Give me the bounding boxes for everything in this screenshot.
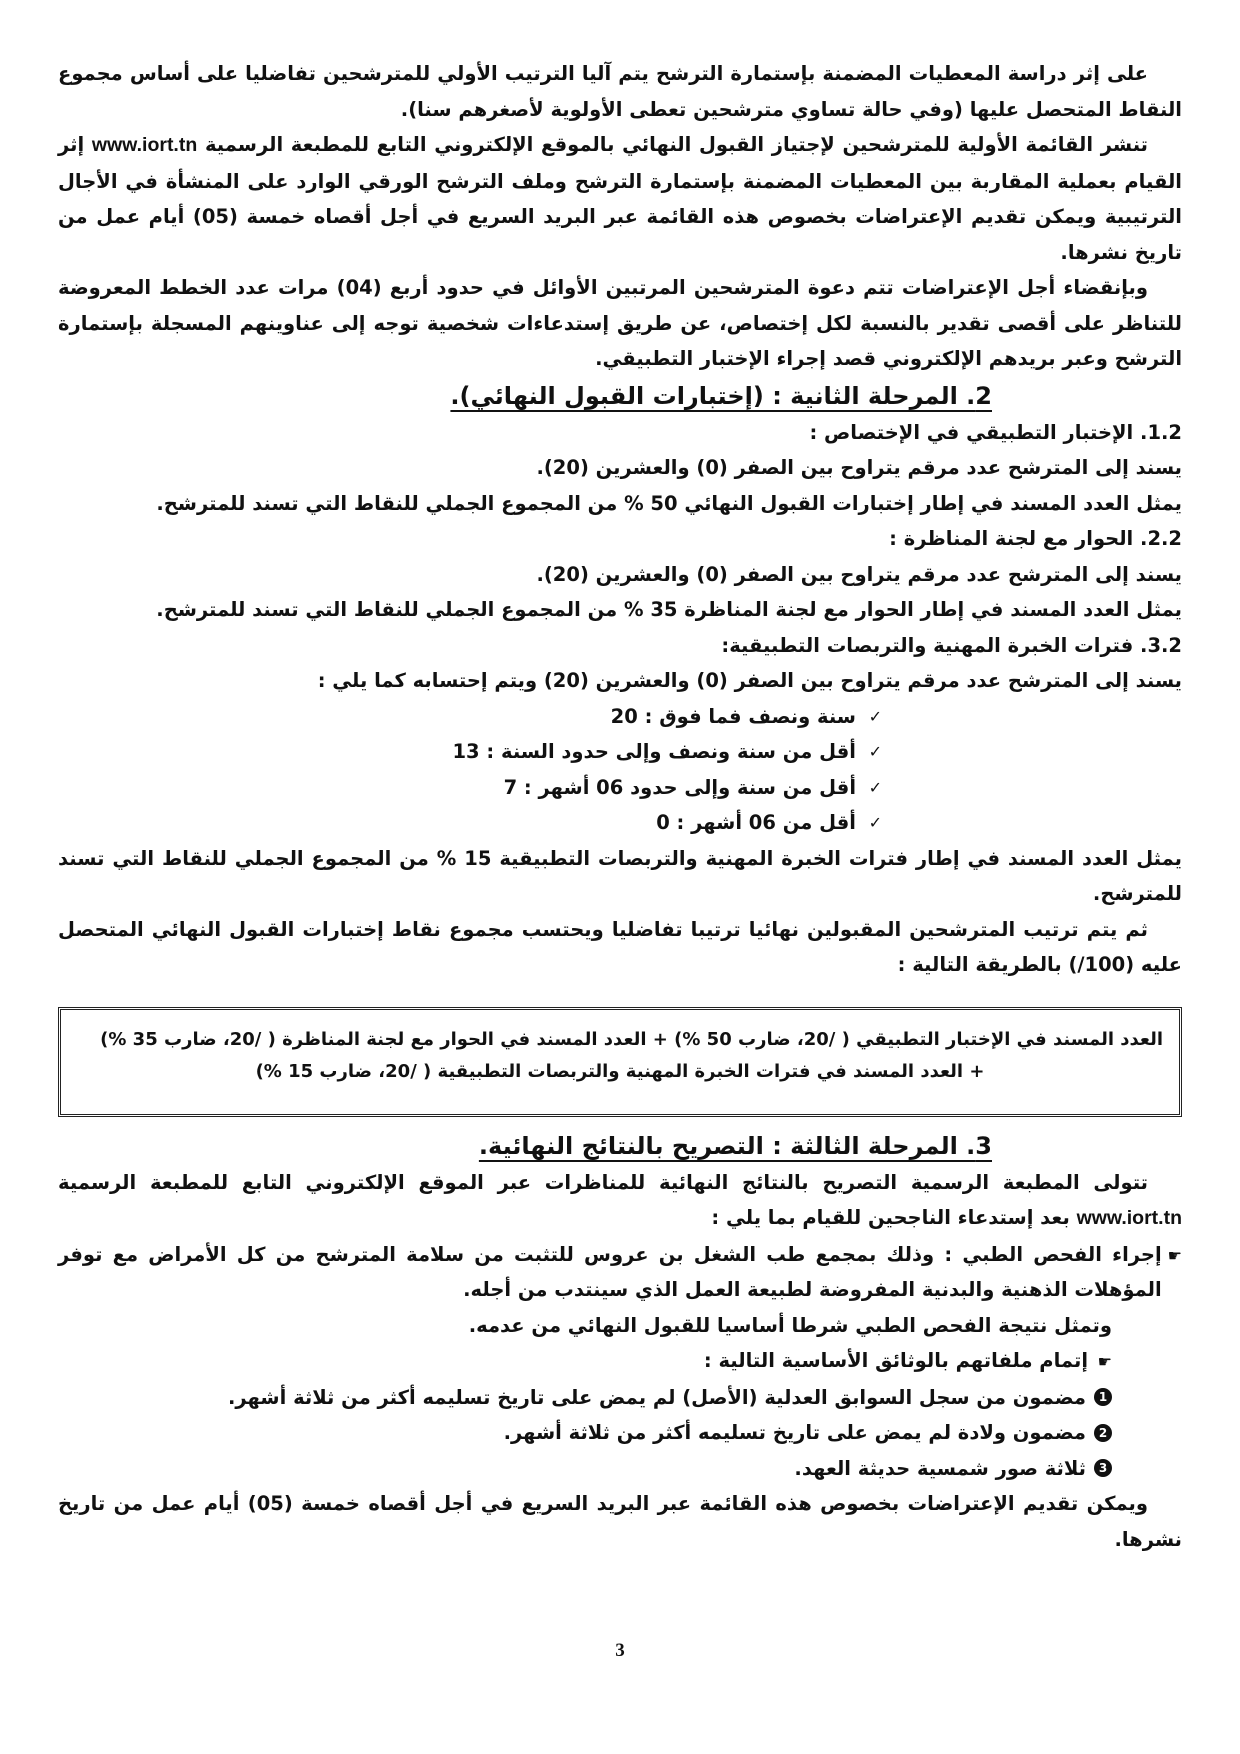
list-item-label: مضمون ولادة لم يمض على تاريخ تسليمه أكثر من ثلاثة أشهر. — [503, 1421, 1086, 1444]
list-item-label: سنة ونصف فما فوق : 20 — [610, 704, 856, 728]
experience-scale-list — [58, 699, 1182, 841]
subsection-2-2-weight: يمثل العدد المسند في إطار الحوار مع لجنة المناظرة 35 % من المجموع الجملي للنقاط التي تسند للمترشح. — [156, 598, 1182, 621]
list-item — [58, 1415, 1112, 1451]
required-documents-list — [58, 1380, 1182, 1487]
documents-item-text: إتمام ملفاتهم بالوثائق الأساسية التالية : — [703, 1349, 1088, 1372]
subsection-2-2-score: يسند إلى المترشح عدد مرقم يتراوح بين الصفر (0) والعشرين (20). — [536, 562, 1182, 586]
checkmark-icon: ✓ — [868, 777, 882, 797]
page-number: 3 — [615, 1640, 625, 1661]
list-item — [58, 805, 882, 841]
paragraph-initial-list — [58, 127, 1182, 270]
list-item — [58, 1380, 1112, 1416]
list-item — [58, 699, 882, 735]
subsection-2-2-title: 2.2. الحوار مع لجنة المناظرة : — [889, 527, 1182, 550]
list-item — [58, 770, 882, 806]
documents-item — [58, 1343, 1182, 1380]
paragraph-final-ranking: ثم يتم ترتيب المترشحين المقبولين نهائيا ترتيبا تفاضليا ويحتسب مجموع نقاط إختبارات القبول النهائي المتحصل عليه (100/) بالطريقة التالية : — [58, 917, 1182, 976]
list-item-label: مضمون من سجل السوابق العدلية (الأصل) لم يمض على تاريخ تسليمه أكثر من ثلاثة أشهر. — [228, 1385, 1086, 1409]
list-item — [58, 734, 882, 770]
pointer-icon: ☛ — [1097, 1352, 1112, 1371]
list-item-label: أقل من سنة وإلى حدود 06 أشهر : 7 — [503, 775, 856, 799]
list-item-label: أقل من 06 أشهر : 0 — [656, 811, 856, 834]
pointer-icon: ☛ — [1167, 1245, 1182, 1265]
subsection-2-3-title: 3.2. فترات الخبرة المهنية والتربصات التطبيقية: — [721, 633, 1182, 657]
website-link[interactable]: www.iort.tn — [91, 134, 198, 156]
number-three-icon: 3 — [1094, 1459, 1112, 1477]
paragraph-initial-list-text-b: إثر القيام بعملية المقاربة بين المعطيات المضمنة بإستمارة الترشح وملف الترشح الورقي الوارد على المنشأة في الأجال الترتيبية ويمكن تقديم الإعتراضات بخصوص هذه القائمة عبر البريد السريع في أجل أقصاه خمسة (05) أيام عمل من تاريخ نشرها. — [58, 133, 1182, 264]
paragraph-objections: ويمكن تقديم الإعتراضات بخصوص هذه القائمة عبر البريد السريع في أجل أقصاه خمسة (05) أيام عمل من تاريخ نشرها. — [58, 1492, 1182, 1551]
subsection-2-3-score: يسند إلى المترشح عدد مرقم يتراوح بين الصفر (0) والعشرين (20) ويتم إحتسابه كما يلي : — [317, 669, 1182, 692]
medical-exam-text: إجراء الفحص الطبي : وذلك بمجمع طب الشغل بن عروس للتثبت من سلامة المترشح من كل الأمراض مع توفر المؤهلات الذهنية والبدنية المفروضة لطبيعة العمل الذي سينتدب من أجله. — [58, 1242, 1162, 1301]
list-item-label: أقل من سنة ونصف وإلى حدود السنة : 13 — [452, 740, 856, 763]
paragraph-results-text-b: بعد إستدعاء الناجحين للقيام بما يلي : — [711, 1206, 1070, 1229]
subsection-2-1-title: 1.2. الإختبار التطبيقي في الإختصاص : — [809, 420, 1182, 444]
medical-exam-item — [58, 1237, 1182, 1308]
number-two-icon: 2 — [1094, 1424, 1112, 1442]
paragraph-results-text-a: تتولى المطبعة الرسمية التصريح بالنتائج النهائية للمناظرات عبر الموقع الإلكتروني التابع للمطبعة الرسمية — [58, 1170, 1148, 1194]
website-link[interactable]: www.iort.tn — [1076, 1207, 1182, 1229]
checkmark-icon: ✓ — [868, 706, 882, 726]
subsection-2-1-score: يسند إلى المترشح عدد مرقم يتراوح بين الصفر (0) والعشرين (20). — [536, 456, 1182, 479]
number-one-icon: 1 — [1094, 1388, 1112, 1406]
paragraph-results — [58, 1165, 1182, 1237]
score-formula-box — [58, 1007, 1182, 1117]
checkmark-icon: ✓ — [868, 813, 882, 832]
list-item-label: ثلاثة صور شمسية حديثة العهد. — [794, 1456, 1086, 1480]
subsection-2-1-weight: يمثل العدد المسند في إطار إختبارات القبول النهائي 50 % من المجموع الجملي للنقاط التي تسند للمترشح. — [156, 491, 1182, 515]
formula-line-1: العدد المسند في الإختبار التطبيقي ( /20، ضارب 50 %) + العدد المسند في الحوار مع لجنة المناظرة ( /20، ضارب 35 %) — [100, 1028, 1163, 1050]
subsection-2-3-weight: يمثل العدد المسند في إطار فترات الخبرة المهنية والتربصات التطبيقية 15 % من المجموع الجملي للنقاط التي تسند للمترشح. — [58, 846, 1182, 905]
document-page — [58, 56, 1182, 1557]
paragraph-invitation: وبإنقضاء أجل الإعتراضات تتم دعوة المترشحين المرتبين الأوائل في حدود أربع (04) مرات عدد الخطط المعروضة للتناظر على أقصى تقدير بالنسبة لكل إختصاص، عن طريق إستدعاءات شخصية توجه إلى عناوينهم المسجلة بإستمارة الترشح وعبر بريدهم الإلكتروني قصد إجراء الإختبار التطبيقي. — [58, 276, 1182, 370]
list-item — [58, 1451, 1112, 1487]
medical-note: وتمثل نتيجة الفحص الطبي شرطا أساسيا للقبول النهائي من عدمه. — [468, 1313, 1112, 1337]
checkmark-icon: ✓ — [868, 742, 882, 761]
paragraph-initial-ranking: على إثر دراسة المعطيات المضمنة بإستمارة الترشح يتم آليا الترتيب الأولي للمترشحين تفاضليا على أساس مجموع النقاط المتحصل عليها (وفي حالة تساوي مترشحين تعطى الأولوية لأصغرهم سنا). — [58, 62, 1182, 121]
section-2-heading: 2. المرحلة الثانية : (إختبارات القبول النهائي). — [450, 381, 992, 410]
formula-line-2: + العدد المسند في فترات الخبرة المهنية والتربصات التطبيقية ( /20، ضارب 15 %) — [255, 1060, 985, 1082]
section-3-heading: 3. المرحلة الثالثة : التصريح بالنتائج النهائية. — [478, 1131, 992, 1160]
paragraph-initial-list-text-a: تنشر القائمة الأولية للمترشحين لإجتياز القبول النهائي بالموقع الإلكتروني التابع للمطبعة الرسمية — [204, 133, 1148, 156]
